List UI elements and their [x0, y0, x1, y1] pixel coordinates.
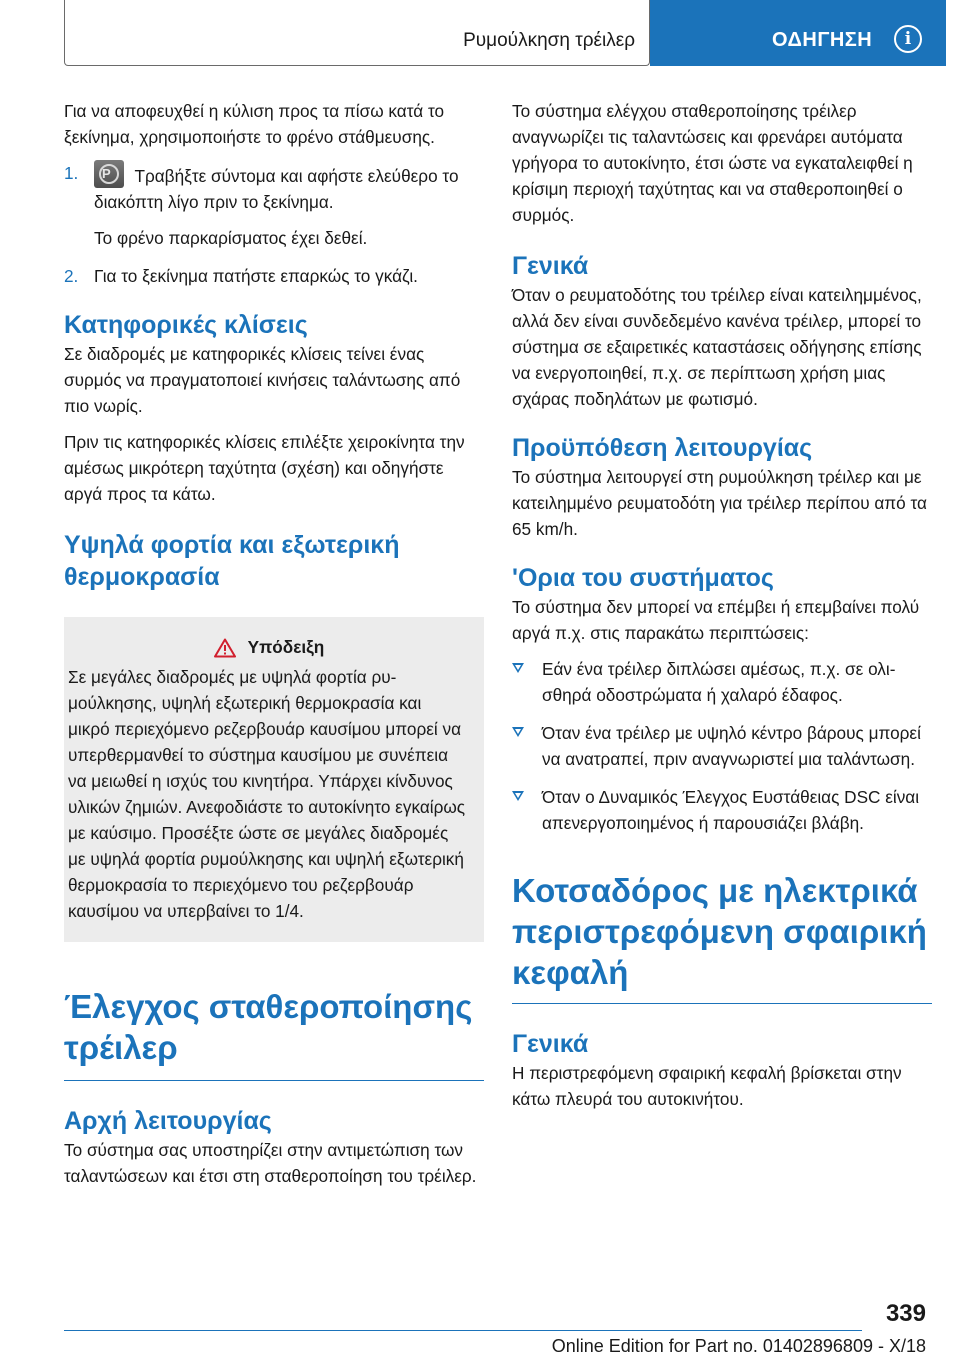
step-number: 2. [64, 266, 79, 286]
list-item-text: Εάν ένα τρέιλερ διπλώσει αμέσως, π.χ. σε ολισθηρά οδοστρώματα ή χαλαρό έδαφος. [542, 659, 896, 705]
limits-list [512, 656, 932, 836]
list-item [64, 263, 484, 289]
notice-text: Σε μεγάλες διαδρομές με υψηλά φορτία ρυμούλκησης, υψηλή εξωτερική θερμοκρασία και μικρό περιεχόμενο ρεζερβουάρ καυσίμου μπορεί να υπερθερμανθεί το σύστημα καυσίμου με συνέπεια να μειωθεί η ισχύς του κινητήρα. Υπάρχει κίνδυνος υλικών ζημιών. Ανεφοδιάστε το αυτοκίνητο εγκαίρως με καύσιμο. Προσέξτε ώστε σε μεγάλες διαδρομές με υψηλά φορτία ρυμούλκησης και υψηλή εξωτερική θερμοκρασία το περιεχόμενο του ρεζερβουάρ καυσίμου να υπερβαίνει το 1/4. [68, 667, 466, 921]
condition-paragraph: Το σύστημα λειτουργεί στη ρυμούλκηση τρέιλερ και με κατειλημμένο ρευματοδότη για τρέιλερ περίπου από τα 65 km/h. [512, 467, 927, 539]
step-result: Το φρένο παρκαρίσματος έχει δεθεί. [94, 228, 368, 248]
steps-list [64, 160, 484, 289]
right-column [512, 98, 932, 1122]
left-column [64, 98, 484, 1199]
heading-limits: 'Ορια του συστήματος [512, 564, 774, 592]
bullet-triangle-icon [512, 663, 524, 673]
heading-general: Γενικά [512, 252, 589, 280]
general-paragraph: Όταν ο ρευματοδότης του τρέιλερ είναι κατειλημμένος, αλλά δεν είναι συνδεδεμένο κανένα τρέιλερ, μπορεί το σύστημα σε εξαιρετικές καταστάσεις οδήγησης επίσης να ενεργοποιηθεί, π.χ. σε περίπτωση χρήση μιας σχάρας ποδηλάτων με φωτισμό. [512, 285, 922, 409]
step-text: Για το ξεκίνημα πατήστε επαρκώς το γκάζι. [94, 266, 418, 286]
heading-condition: Προϋπόθεση λειτουργίας [512, 434, 813, 462]
step-number: 1. [64, 163, 79, 183]
section-title: Ρυμούλκηση τρέιλερ [463, 30, 635, 51]
stability-intro: Το σύστημα ελέγχου σταθεροποίησης τρέιλερ αναγνωρίζει τις ταλαντώσεις και φρενάρει αυτόματα γρήγορα το αυτοκίνητο, έτσι ώστε να εγκαταλειφθεί η κρίσιμη περιοχή ταχύτητας και να σταθεροποιηθεί ο συρμός. [512, 101, 913, 225]
step-text: Τραβήξτε σύντομα και αφήστε ελεύθερο το διακόπτη λίγο πριν το ξεκίνημα. [94, 166, 459, 212]
tab-driving[interactable] [650, 0, 946, 66]
notice-title: Υπόδειξη [247, 637, 325, 657]
heading-slopes: Κατηφορικές κλίσεις [64, 311, 308, 339]
slopes-paragraph-1: Σε διαδρομές με κατηφορικές κλίσεις τείνει ένας συρμός να πραγματοποιεί κινήσεις ταλάντωσης από πιο νωρίς. [64, 344, 461, 416]
list-item [512, 656, 932, 708]
list-item [64, 160, 484, 251]
heading-stability: Έλεγχος σταθεροποίησης τρέιλερ [64, 988, 473, 1066]
limits-paragraph: Το σύστημα δεν μπορεί να επέμβει ή επεμβαίνει πολύ αργά π.χ. στις παρακάτω περιπτώσεις: [512, 597, 920, 643]
bullet-triangle-icon [512, 727, 524, 737]
bullet-triangle-icon [512, 791, 524, 801]
notice-header [68, 637, 466, 658]
list-item [512, 720, 932, 772]
list-item-text: Όταν ο Δυναμικός Έλεγχος Ευστάθειας DSC είναι απενεργοποιημένος ή παρουσιάζει βλάβη. [542, 787, 920, 833]
tab-label: ΟΔΗΓΗΣΗ [772, 29, 873, 51]
heading-principle: Αρχή λειτουργίας [64, 1107, 272, 1135]
notice-box [64, 617, 484, 942]
list-item [512, 784, 932, 836]
principle-paragraph: Το σύστημα σας υποστηρίζει στην αντιμετώπιση των ταλαντώσεων και έτσι στη σταθεροποίηση του τρέιλερ. [64, 1140, 477, 1186]
slopes-paragraph-2: Πριν τις κατηφορικές κλίσεις επιλέξτε χειροκίνητα την αμέσως μικρότερη ταχύτητα (σχέση) και οδηγήστε αργά προς τα κάτω. [64, 432, 465, 504]
general2-paragraph: Η περιστρεφόμενη σφαιρική κεφαλή βρίσκεται στην κάτω πλευρά του αυτοκινήτου. [512, 1063, 902, 1109]
intro-paragraph: Για να αποφευχθεί η κύλιση προς τα πίσω κατά το ξεκίνημα, χρησιμοποιήστε το φρένο στάθμευσης. [64, 101, 445, 147]
heading-towbar: Κοτσαδόρος με ηλεκτρικά περιστρεφόμενη σφαιρική κεφαλή [512, 872, 927, 991]
parking-brake-switch-icon: P [94, 160, 124, 188]
heading-loads: Υψηλά φορτία και εξωτερική θερμοκρασία [64, 531, 400, 591]
header-section-box [64, 0, 650, 66]
heading-rule [64, 1080, 484, 1081]
info-icon[interactable]: i [894, 25, 922, 53]
warning-icon [214, 638, 236, 658]
heading-rule [512, 1003, 932, 1004]
edition-note: Online Edition for Part no. 01402896809 - X/18 [551, 1336, 926, 1356]
list-item-text: Όταν ένα τρέιλερ με υψηλό κέντρο βάρους μπορεί να ανατραπεί, πριν αναγνωριστεί μια ταλάντωση. [542, 723, 921, 769]
footer-rule [64, 1330, 862, 1331]
page-number: 339 [885, 1300, 926, 1327]
heading-general-2: Γενικά [512, 1030, 589, 1058]
